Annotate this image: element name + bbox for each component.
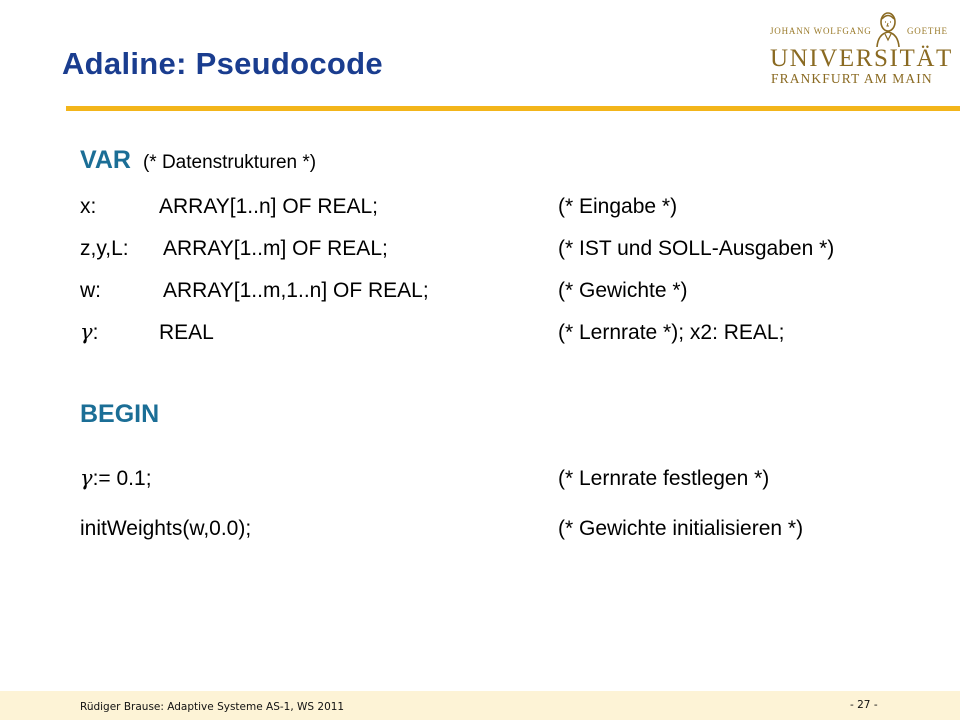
slide-title: Adaline: Pseudocode	[62, 46, 383, 81]
begin-line-gamma-code	[80, 468, 152, 489]
var-line-gamma-type: REAL	[159, 321, 214, 344]
var-line-x-name: x:	[80, 195, 97, 218]
slide-footer	[0, 691, 960, 720]
title-underline	[66, 106, 960, 111]
var-line-w-type: ARRAY[1..m,1..n] OF REAL;	[163, 279, 429, 302]
var-line-zyl-name: z,y,L:	[80, 237, 129, 260]
goethe-portrait-icon	[874, 10, 902, 48]
var-line-x-type: ARRAY[1..n] OF REAL;	[159, 195, 379, 218]
var-line-gamma-comment: (* Lernrate *); x2: REAL;	[558, 321, 785, 344]
footer-text: Rüdiger Brause: Adaptive Systeme AS-1, WS 2011	[80, 701, 345, 713]
logo-text-johann-wolfgang: JOHANN WOLFGANG	[770, 26, 872, 36]
logo-text-city: FRANKFURT AM MAIN	[771, 71, 933, 86]
var-keyword: VAR	[80, 146, 131, 174]
gamma-symbol: γ	[80, 320, 93, 344]
var-keyword-line	[80, 148, 316, 173]
gamma-colon: :	[92, 321, 99, 344]
begin-line-init-comment: (* Gewichte initialisieren *)	[558, 517, 804, 540]
var-line-zyl-comment: (* IST und SOLL-Ausgaben *)	[558, 237, 835, 260]
gamma-symbol: γ	[80, 466, 93, 490]
begin-line-gamma-comment: (* Lernrate festlegen *)	[558, 467, 770, 490]
logo-text-goethe: GOETHE	[907, 26, 948, 36]
begin-keyword: BEGIN	[80, 400, 160, 428]
begin-line-init-code: initWeights(w,0.0);	[80, 517, 252, 540]
var-line-x-comment: (* Eingabe *)	[558, 195, 678, 218]
gamma-assign: := 0.1;	[92, 467, 152, 490]
var-line-zyl-type: ARRAY[1..m] OF REAL;	[163, 237, 388, 260]
logo-text-universitaet: UNIVERSITÄT	[770, 45, 953, 72]
page-number: - 27 -	[850, 699, 878, 711]
var-line-w-comment: (* Gewichte *)	[558, 279, 688, 302]
university-logo	[770, 10, 953, 86]
var-comment: (* Datenstrukturen *)	[142, 152, 317, 173]
var-line-w-name: w:	[80, 279, 101, 302]
var-line-gamma-name	[80, 322, 98, 343]
